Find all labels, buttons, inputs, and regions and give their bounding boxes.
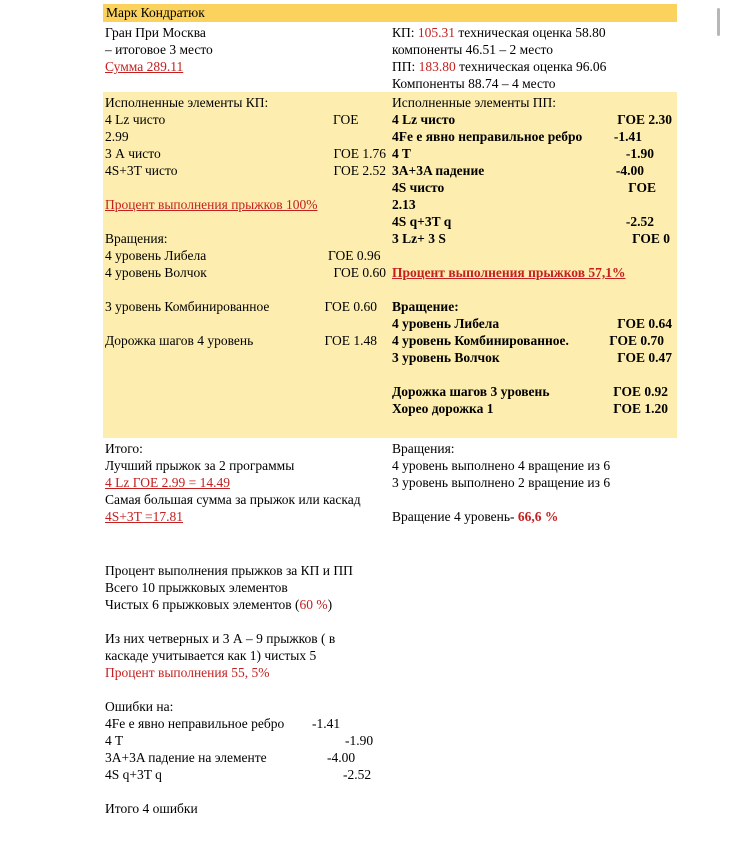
fs-element-row: 4 T -1.90	[392, 146, 654, 161]
fs-components: Компоненты 88.74 – 4 место	[392, 76, 556, 91]
fs-spins-title: Вращение:	[392, 299, 459, 314]
scrollbar[interactable]	[717, 8, 720, 36]
fs-spin-row: Хорео дорожка 1 ГОЕ 1.20	[392, 401, 668, 416]
fs-spin-row: 4 уровень Комбинированное. ГОЕ 0.70	[392, 333, 664, 348]
fs-title: Исполненные элементы ПП:	[392, 95, 557, 110]
sp-label: КП:	[392, 25, 418, 40]
event-name: Гран При Москва	[105, 25, 206, 40]
fs-score: 183.80	[418, 59, 456, 74]
error-row: 4S q+3T q -2.52	[105, 767, 372, 782]
fs-label: ПП:	[392, 59, 419, 74]
sp-score: 105.31	[417, 25, 456, 40]
errors-list	[105, 698, 385, 817]
sp-element-row: 3 А чисто ГОЕ 1.76	[105, 146, 386, 161]
error-row: 4Fe е явно неправильное ребро -1.41	[105, 716, 341, 731]
summary-right	[392, 440, 677, 525]
sp-jump-percent: Процент выполнения прыжков 100%	[105, 197, 318, 212]
fs-element-row: 4S q+3T q -2.52	[392, 214, 654, 229]
fs-jump-percent: Процент выполнения прыжков 57,1%	[392, 265, 626, 280]
sp-title: Исполненные элементы КП:	[105, 95, 269, 110]
fs-element-value: 2.13	[392, 197, 416, 212]
sp-spin-row: 4 уровень Волчок ГОЕ 0.60	[105, 265, 386, 280]
totals-line: Процент выполнения прыжков за КП и ПП	[105, 563, 353, 578]
best-combo-label: Самая большая сумма за прыжок или каскад	[105, 492, 361, 507]
errors-title: Ошибки на:	[105, 699, 174, 714]
sp-spins-title: Вращения:	[105, 231, 168, 246]
best-jump-label: Лучший прыжок за 2 программы	[105, 458, 295, 473]
event-place: – итоговое 3 место	[105, 42, 213, 57]
sp-element-row: 4 Lz чисто ГОЕ	[105, 112, 359, 127]
sp-spin-row: 4 уровень Либела ГОЕ 0.96	[105, 248, 381, 263]
totals-percent: Процент выполнения 55, 5%	[105, 665, 270, 680]
sp-tech: техническая оценка 58.80	[455, 25, 606, 40]
fs-spin-row: Дорожка шагов 3 уровень ГОЕ 0.92	[392, 384, 668, 399]
total-score: Сумма 289.11	[105, 59, 184, 74]
fs-element-row: 4Fe е явно неправильное ребро -1.41	[392, 129, 642, 144]
jump-totals	[105, 562, 405, 681]
fs-element-row: 3 Lz+ 3 S ГОЕ 0	[392, 231, 670, 246]
fs-element-row: 4S чисто ГОЕ	[392, 180, 656, 195]
totals-line: Всего 10 прыжковых элементов	[105, 580, 288, 595]
fs-element-row: 4 Lz чисто ГОЕ 2.30	[392, 112, 672, 127]
fs-score-line	[392, 58, 677, 75]
totals-line: каскаде учитывается как 1) чистых 5	[105, 648, 317, 663]
fs-elements	[392, 94, 672, 417]
fs-element-row: 3A+3A падение -4.00	[392, 163, 644, 178]
sp-spin-row: 3 уровень Комбинированное ГОЕ 0.60	[105, 299, 377, 314]
sp-score-line	[392, 24, 677, 41]
spins-level3-count: 3 уровень выполнено 2 вращение из 6	[392, 475, 611, 490]
sp-elements	[105, 94, 388, 349]
fs-spin-row: 4 уровень Либела ГОЕ 0.64	[392, 316, 672, 331]
sp-element-row: 4S+3T чисто ГОЕ 2.52	[105, 163, 386, 178]
best-combo: 4S+3T =17.81	[105, 509, 183, 524]
program-scores	[392, 24, 677, 92]
sp-components: компоненты 46.51 – 2 место	[392, 42, 554, 57]
errors-total: Итого 4 ошибки	[105, 801, 198, 816]
summary-title: Итого:	[105, 441, 143, 456]
error-row: 4 T -1.90	[105, 733, 374, 748]
event-summary	[105, 24, 390, 75]
sp-element-value: 2.99	[105, 129, 129, 144]
skater-name: Марк Кондратюк	[106, 5, 205, 20]
error-row: 3A+3A падение на элементе -4.00	[105, 750, 356, 765]
header-bar	[103, 4, 677, 22]
totals-line: Чистых 6 прыжковых элементов (60 %)	[105, 597, 333, 612]
sp-spin-row: Дорожка шагов 4 уровень ГОЕ 1.48	[105, 333, 377, 348]
spins-level4-count: 4 уровень выполнено 4 вращение из 6	[392, 458, 611, 473]
best-jump: 4 Lz ГОЕ 2.99 = 14.49	[105, 475, 230, 490]
fs-spin-row: 3 уровень Волчок ГОЕ 0.47	[392, 350, 672, 365]
totals-line: Из них четверных и 3 А – 9 прыжков ( в	[105, 631, 336, 646]
spins-summary-title: Вращения:	[392, 441, 455, 456]
summary-left	[105, 440, 390, 525]
fs-tech: техническая оценка 96.06	[455, 59, 607, 74]
spins-level4-percent: Вращение 4 уровень- 66,6 %	[392, 509, 559, 524]
